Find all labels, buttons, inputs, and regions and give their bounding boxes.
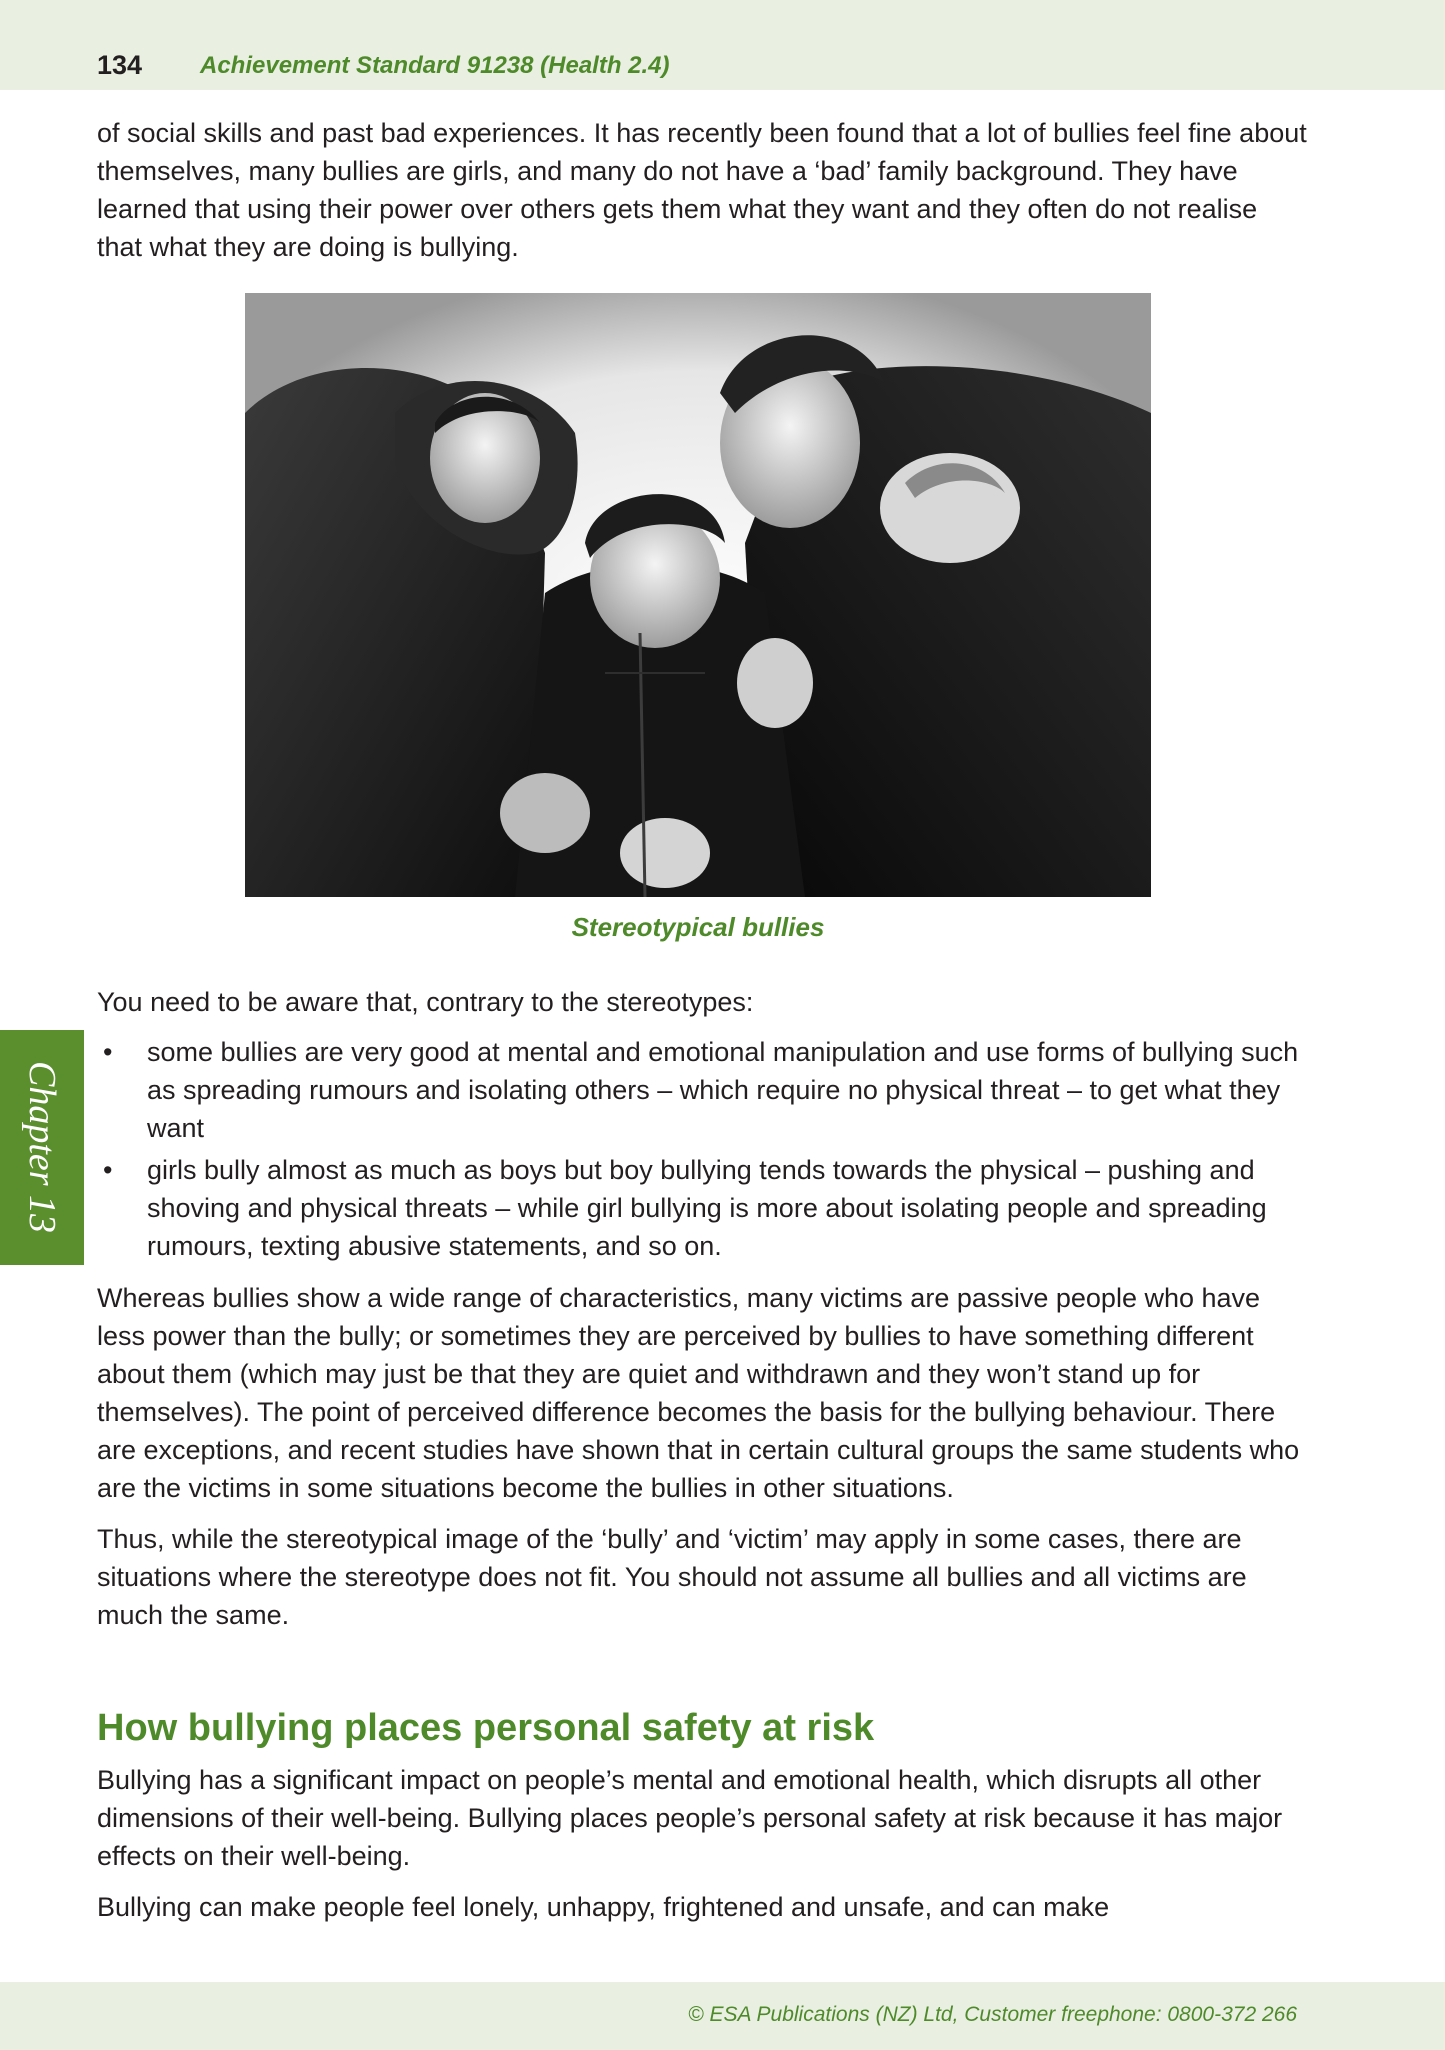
bullet-marker: •	[103, 1037, 113, 1067]
intro-paragraph-block	[97, 114, 1307, 266]
chapter-tab	[0, 1030, 84, 1265]
section-body	[97, 1761, 1307, 1926]
footer-copyright: © ESA Publications (NZ) Ltd, Customer freephone: 0800-372 266	[688, 2003, 1297, 2026]
chapter-tab-label: Chapter 13	[21, 1060, 63, 1234]
list-item	[97, 1151, 1307, 1265]
list-item-text: some bullies are very good at mental and emotional manipulation and use forms of bullying such as spreading rumours and isolating others – which require no physical threat – to get what they want	[147, 1037, 1299, 1143]
figure-caption: Stereotypical bullies	[571, 912, 825, 942]
bullies-photo	[245, 293, 1151, 897]
stereotype-section	[97, 983, 1307, 1634]
running-title: Achievement Standard 91238 (Health 2.4)	[200, 52, 670, 79]
stereotype-intro: You need to be aware that, contrary to the stereotypes:	[97, 987, 754, 1017]
section-paragraph: Bullying can make people feel lonely, unhappy, frightened and unsafe, and can make	[97, 1892, 1110, 1922]
list-item	[97, 1033, 1307, 1147]
section-paragraph: Bullying has a significant impact on people’s mental and emotional health, which disrupts all other dimensions of their well-being. Bullying places people’s personal safety at risk because it has major effects on their well-being.	[97, 1765, 1283, 1871]
intro-paragraph: of social skills and past bad experiences. It has recently been found that a lot of bullies feel fine about themselves, many bullies are girls, and many do not have a ‘bad’ family background. They have learned that using their power over others gets them what they want and they often do not realise that what they are doing is bullying.	[97, 118, 1307, 262]
bullet-list	[97, 1033, 1307, 1265]
bullies-photo-illustration	[245, 293, 1151, 897]
bullet-marker: •	[103, 1155, 113, 1185]
stereotype-paragraph: Thus, while the stereotypical image of the ‘bully’ and ‘victim’ may apply in some cases, there are situations where the stereotype does not fit. You should not assume all bullies and all victims are much the same.	[97, 1524, 1247, 1630]
victims-paragraph: Whereas bullies show a wide range of characteristics, many victims are passive people who have less power than the bully; or sometimes they are perceived by bullies to have something different about them (which may just be that they are quiet and withdrawn and they won’t stand up for themselves). The point of perceived difference becomes the basis for the bullying behaviour. There are exceptions, and recent studies have shown that in certain cultural groups the same students who are the victims in some situations become the bullies in other situations.	[97, 1283, 1300, 1503]
section-heading: How bullying places personal safety at risk	[97, 1707, 875, 1749]
page-number: 134	[97, 50, 143, 80]
list-item-text: girls bully almost as much as boys but boy bullying tends towards the physical – pushing and shoving and physical threats – while girl bullying is more about isolating people and spreading rumours, texting abusive statements, and so on.	[147, 1155, 1267, 1261]
